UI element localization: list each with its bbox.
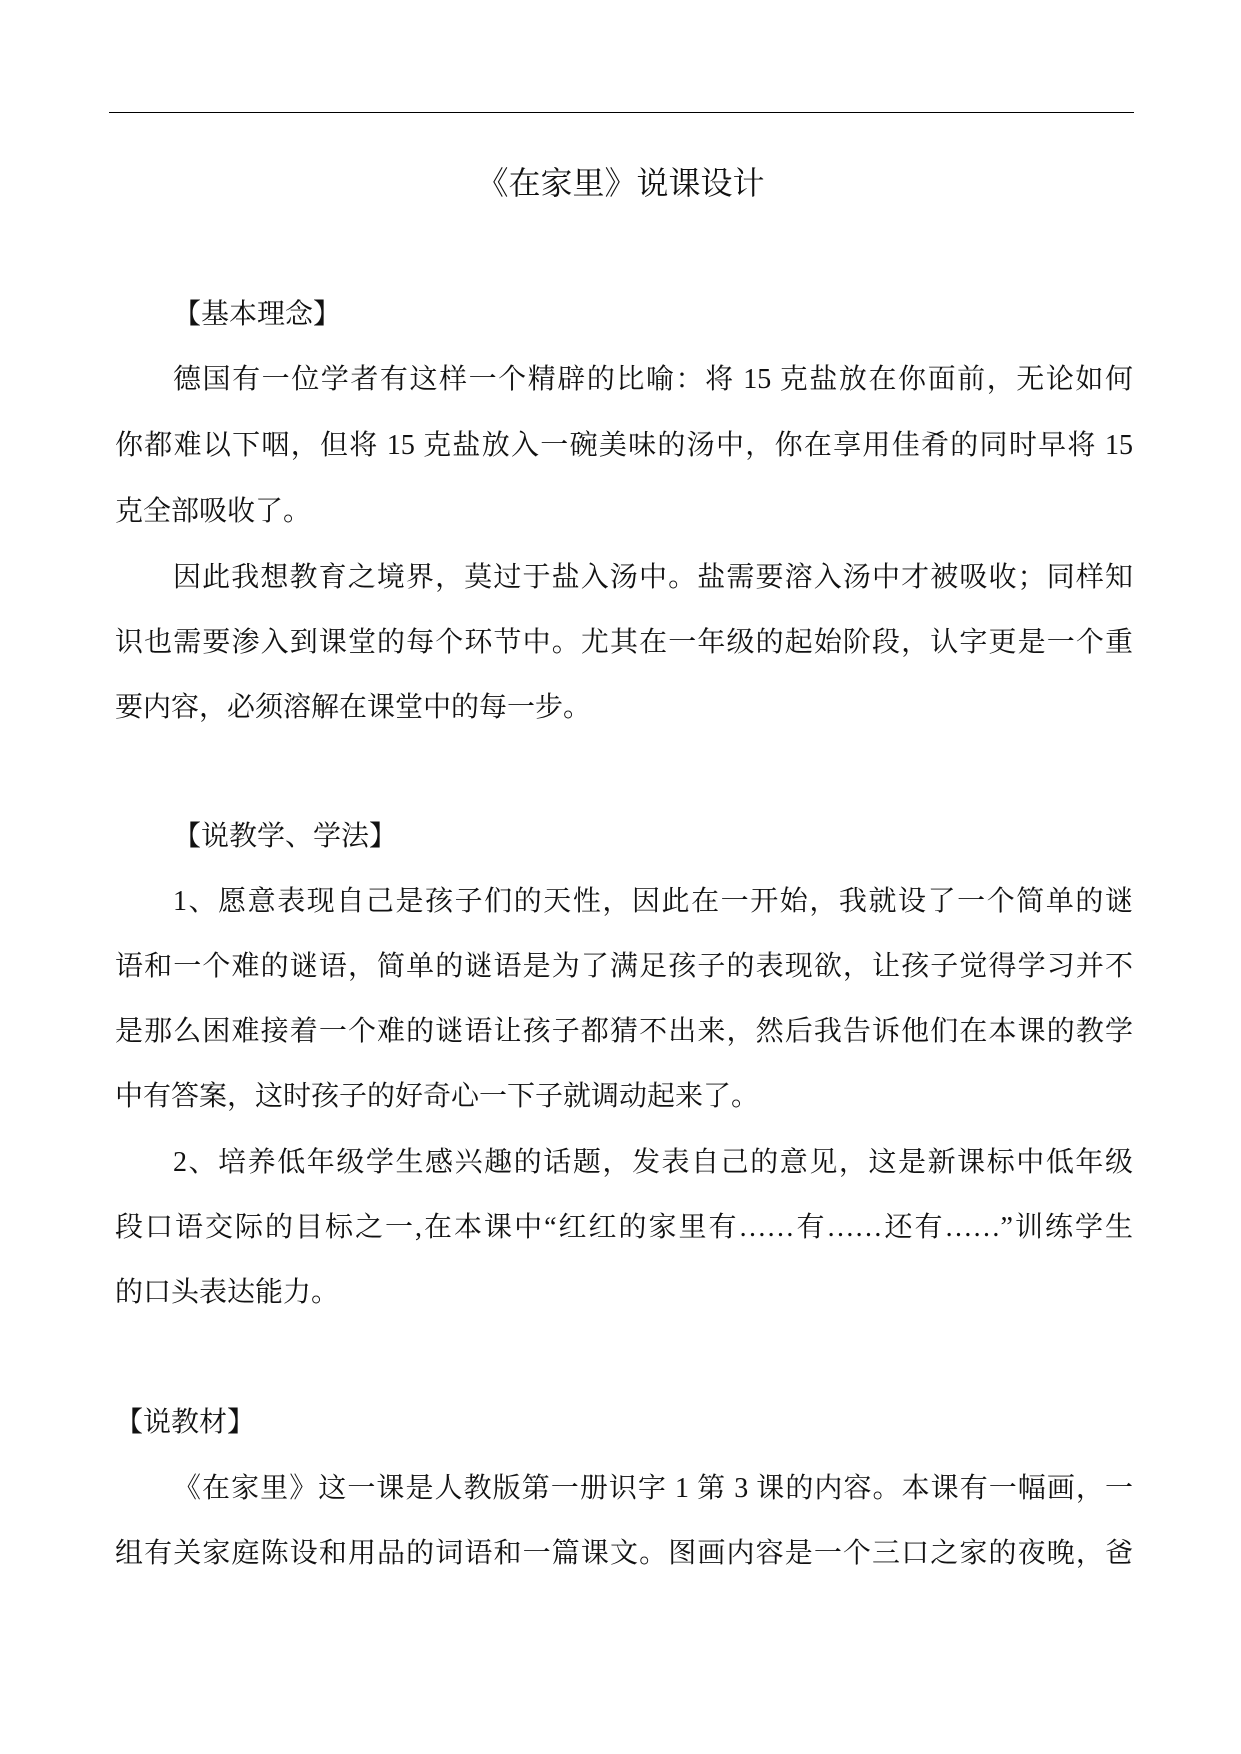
paragraph-line: 德国有一位学者有这样一个精辟的比喻：将 15 克盐放在你面前，无论如何 [173, 364, 1133, 395]
paragraph-line: 《在家里》这一课是人教版第一册识字 1 第 3 课的内容。本课有一幅画，一 [173, 1473, 1133, 1504]
paragraph-line: 段口语交际的目标之一,在本课中“红红的家里有……有……还有……”训练学生 [115, 1212, 1133, 1243]
paragraph-line: 组有关家庭陈设和用品的词语和一篇课文。图画内容是一个三口之家的夜晚，爸 [115, 1538, 1133, 1569]
paragraph-line: 1、愿意表现自己是孩子们的天性，因此在一开始，我就设了一个简单的谜 [173, 886, 1133, 917]
header-rule [109, 112, 1134, 113]
section-heading: 【说教材】 [115, 1407, 256, 1438]
paragraph-line: 2、培养低年级学生感兴趣的话题，发表自己的意见，这是新课标中低年级 [173, 1147, 1133, 1178]
page-title: 《在家里》说课设计 [476, 165, 765, 201]
paragraph-line: 因此我想教育之境界，莫过于盐入汤中。盐需要溶入汤中才被吸收；同样知 [173, 562, 1133, 593]
paragraph-line: 中有答案，这时孩子的好奇心一下子就调动起来了。 [115, 1081, 760, 1112]
paragraph-line: 要内容，必须溶解在课堂中的每一步。 [115, 692, 592, 723]
paragraph-line: 你都难以下咽，但将 15 克盐放入一碗美味的汤中，你在享用佳肴的同时早将 15 [115, 430, 1133, 461]
section-heading: 【基本理念】 [173, 299, 342, 330]
paragraph-line: 语和一个难的谜语，简单的谜语是为了满足孩子的表现欲，让孩子觉得学习并不 [115, 951, 1133, 982]
paragraph-line: 克全部吸收了。 [115, 496, 312, 527]
paragraph-line: 是那么困难接着一个难的谜语让孩子都猜不出来，然后我告诉他们在本课的教学 [115, 1016, 1133, 1047]
paragraph-line: 识也需要渗入到课堂的每个环节中。尤其在一年级的起始阶段，认字更是一个重 [115, 627, 1133, 658]
paragraph-line: 的口头表达能力。 [115, 1277, 340, 1308]
section-heading: 【说教学、学法】 [173, 821, 398, 852]
